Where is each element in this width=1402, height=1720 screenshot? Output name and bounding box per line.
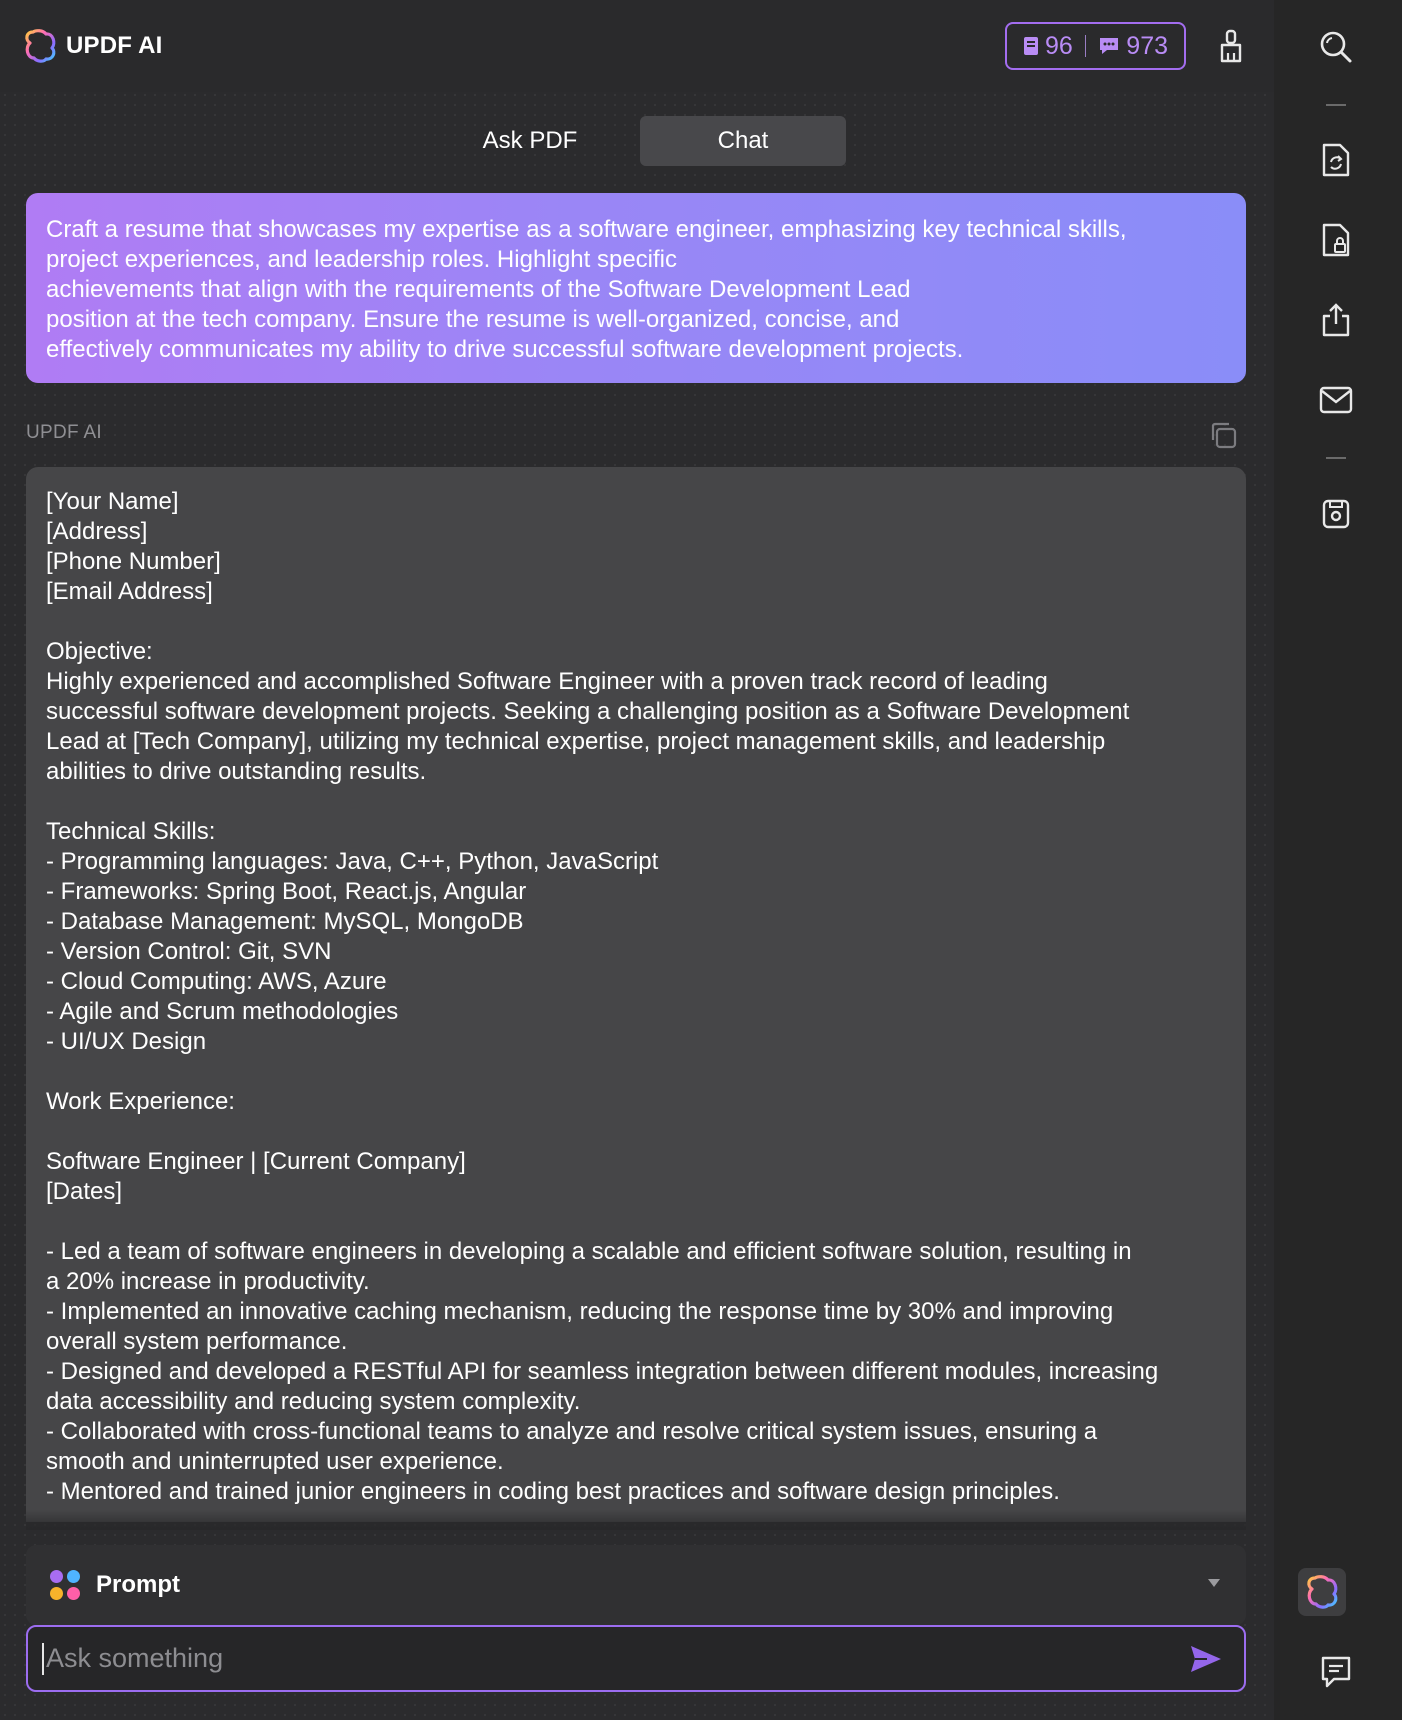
copy-icon [1208,420,1238,450]
convert-button[interactable] [1304,128,1368,192]
toolbar-divider [1326,104,1346,106]
chevron-down-icon[interactable] [1208,1579,1220,1587]
send-icon [1189,1644,1223,1674]
response-fade [26,1510,1246,1530]
credit-divider [1085,35,1087,57]
updf-logo-icon [22,28,58,64]
email-icon [1319,385,1353,415]
mode-tabs [430,116,846,166]
tab-chat[interactable]: Chat [640,116,846,166]
ai-response-label: UPDF AI [26,422,103,443]
app-logo [22,28,163,64]
chat-bubble-icon [1098,36,1120,56]
ai-response [26,467,1246,1522]
app-title: UPDF AI [66,32,163,59]
comment-button[interactable] [1304,1640,1368,1704]
search-button[interactable] [1304,15,1368,79]
protect-icon [1321,222,1351,258]
ask-input[interactable] [42,1643,1186,1675]
send-button[interactable] [1186,1639,1226,1679]
clear-chat-button[interactable] [1216,28,1246,64]
search-icon [1318,29,1354,65]
chat-credits [1098,32,1168,61]
prompt-icon [50,1570,80,1600]
share-button[interactable] [1304,288,1368,352]
user-message: Craft a resume that showcases my expertise as a software engineer, emphasizing key technical skills, project experiences, and leadership roles. Highlight specific achievements that align with the requirements of the Software Development Lead position at the tech company. Ensure the resume is well-organized, concise, and effectively communicates my ability to drive successful software development projects. [26,193,1246,383]
tab-ask-pdf[interactable]: Ask PDF [482,127,578,154]
ask-input-box [26,1625,1246,1692]
credit-counter[interactable] [1005,22,1186,70]
convert-icon [1321,142,1351,178]
right-toolbar [1274,0,1402,1720]
comment-icon [1320,1655,1352,1689]
ai-response-text: [Your Name] [Address] [Phone Number] [Email Address] Objective: Highly experienced and accomplished Software Engineer with a proven track record of leading successful software development projects. Seeking a challenging position as a Software Development Lead at [Tech Company], utilizing my technical expertise, project management skills, and leadership abilities to drive outstanding results. Technical Skills: - Programming languages: Java, C++, Python, JavaScript - Frameworks: Spring Boot, React.js, Angular - Database Management: MySQL, MongoDB - Version Control: Git, SVN - Cloud Computing: AWS, Azure - Agile and Scrum methodologies - UI/UX Design Work Experience: Software Engineer | [Current Company] [Dates] - Led a team of software engineers in developing a scalable and efficient software solution, resulting in a 20% increase in productivity. - Implemented an innovative caching mechanism, reducing the response time by 30% and improving overall system performance. - Designed and developed a RESTful API for seamless integration between different modules, increasing data accessibility and reducing system complexity. - Collaborated with cross-functional teams to analyze and resolve critical system issues, ensuring a smooth and uninterrupted user experience. - Mentored and trained junior engineers in coding best practices and software design principles. [46,488,1159,1505]
protect-button[interactable] [1304,208,1368,272]
pdf-credits-count: 96 [1044,31,1073,60]
prompt-selector[interactable] [26,1545,1246,1625]
updf-ai-button[interactable] [1298,1568,1346,1616]
chat-credits-count: 973 [1126,31,1169,60]
share-icon [1320,302,1352,338]
save-icon [1321,498,1351,530]
toolbar-divider [1326,457,1346,459]
email-button[interactable] [1304,368,1368,432]
pdf-credits [1023,32,1073,61]
save-button[interactable] [1304,482,1368,546]
copy-button[interactable] [1208,420,1238,450]
document-icon [1023,36,1039,56]
broom-icon [1218,29,1244,63]
prompt-label: Prompt [96,1571,180,1598]
updf-ai-icon [1304,1574,1340,1610]
top-bar [0,0,1274,92]
